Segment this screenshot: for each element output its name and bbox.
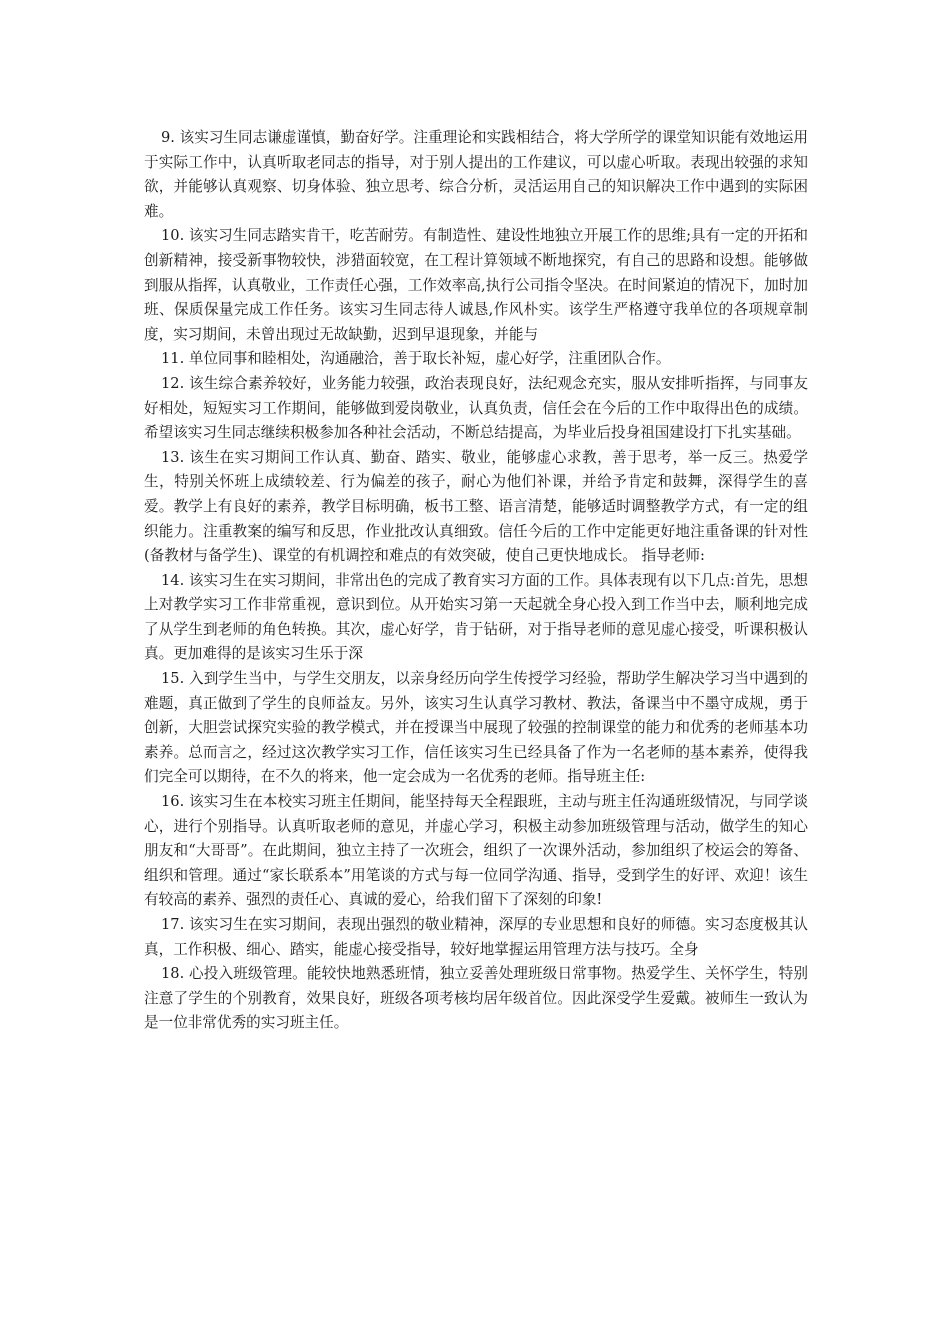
paragraph-14: 14. 该实习生在实习期间，非常出色的完成了教育实习方面的工作。具体表现有以下几点:首先，思想上对教学实习工作非常重视，意识到位。从开始实习第一天起就全身心投入到工作当中去，顺利地完成了从学生到老师的角色转换。其次，虚心好学，肯于钻研，对于指导老师的意见虚心接受，听课积极认真。更加难得的是该实习生乐于深 xyxy=(144,571,808,663)
paragraph-18: 18. 心投入班级管理。能较快地熟悉班情，独立妥善处理班级日常事物。热爱学生、关怀学生，特别注意了学生的个别教育，效果良好，班级各项考核均居年级首位。因此深受学生爱戴。被师生一致认为是一位非常优秀的实习班主任。 xyxy=(144,965,808,1032)
document-body xyxy=(144,126,808,1036)
paragraph-10: 10. 该实习生同志踏实肯干，吃苦耐劳。有制造性、建设性地独立开展工作的思维;具有一定的开拓和创新精神，接受新事物较快，涉猎面较宽，在工程计算领域不断地探究，有自己的思路和设想。能够做到服从指挥，认真敬业，工作责任心强，工作效率高,执行公司指令坚决。在时间紧迫的情况下，加时加班、保质保量完成工作任务。该实习生同志待人诚恳,作风朴实。该学生严格遵守我单位的各项规章制度，实习期间，未曾出现过无故缺勤，迟到早退现象，并能与 xyxy=(144,227,808,343)
paragraph-17: 17. 该实习生在实习期间，表现出强烈的敬业精神，深厚的专业思想和良好的师德。实习态度极其认真，工作积极、细心、踏实，能虚心接受指导，较好地掌握运用管理方法与技巧。全身 xyxy=(144,916,808,958)
paragraph-13: 13. 该生在实习期间工作认真、勤奋、踏实、敬业，能够虚心求教，善于思考，举一反三。热爱学生，特别关怀班上成绩较差、行为偏差的孩子，耐心为他们补课，并给予肯定和鼓舞，深得学生的喜爱。教学上有良好的素养，教学目标明确，板书工整、语言清楚，能够适时调整教学方式，有一定的组织能力。注重教案的编写和反思，作业批改认真细致。信任今后的工作中定能更好地注重备课的针对性(备教材与备学生)、课堂的有机调控和难点的有效突破，使自己更快地成长。 指导老师: xyxy=(144,448,808,565)
paragraph-11: 11. 单位同事和睦相处，沟通融洽，善于取长补短，虚心好学，注重团队合作。 xyxy=(161,350,671,368)
paragraph-16: 16. 该实习生在本校实习班主任期间，能坚持每天全程跟班，主动与班主任沟通班级情况，与同学谈心，进行个别指导。认真听取老师的意见，并虚心学习，积极主动参加班级管理与活动，做学生的知心朋友和“大哥哥”。在此期间，独立主持了一次班会，组织了一次课外活动，参加组织了校运会的筹备、组织和管理。通过“家长联系本”用笔谈的方式与每一位同学沟通、指导，受到学生的好评、欢迎！该生有较高的素养、强烈的责任心、真诚的爱心，给我们留下了深刻的印象! xyxy=(144,793,808,909)
paragraph-15: 15. 入到学生当中，与学生交朋友，以亲身经历向学生传授学习经验，帮助学生解决学习当中遇到的难题，真正做到了学生的良师益友。另外，该实习生认真学习教材、教法，备课当中不墨守成规，勇于创新，大胆尝试探究实验的教学模式，并在授课当中展现了较强的控制课堂的能力和优秀的老师基本功素养。总而言之，经过这次教学实习工作，信任该实习生已经具备了作为一名老师的基本素养，使得我们完全可以期待，在不久的将来，他一定会成为一名优秀的老师。指导班主任: xyxy=(144,670,808,786)
paragraph-12: 12. 该生综合素养较好，业务能力较强，政治表现良好，法纪观念充实，服从安排听指挥，与同事友好相处，短短实习工作期间，能够做到爱岗敬业，认真负责，信任会在今后的工作中取得出色的成绩。希望该实习生同志继续积极参加各种社会活动，不断总结提高，为毕业后投身祖国建设打下扎实基础。 xyxy=(144,374,808,442)
paragraph-9: 9. 该实习生同志谦虚谨慎，勤奋好学。注重理论和实践相结合，将大学所学的课堂知识能有效地运用于实际工作中，认真听取老同志的指导，对于别人提出的工作建议，可以虚心听取。表现出较强的求知欲，并能够认真观察、切身体验、独立思考、综合分析，灵活运用自己的知识解决工作中遇到的实际困难。 xyxy=(144,129,808,220)
